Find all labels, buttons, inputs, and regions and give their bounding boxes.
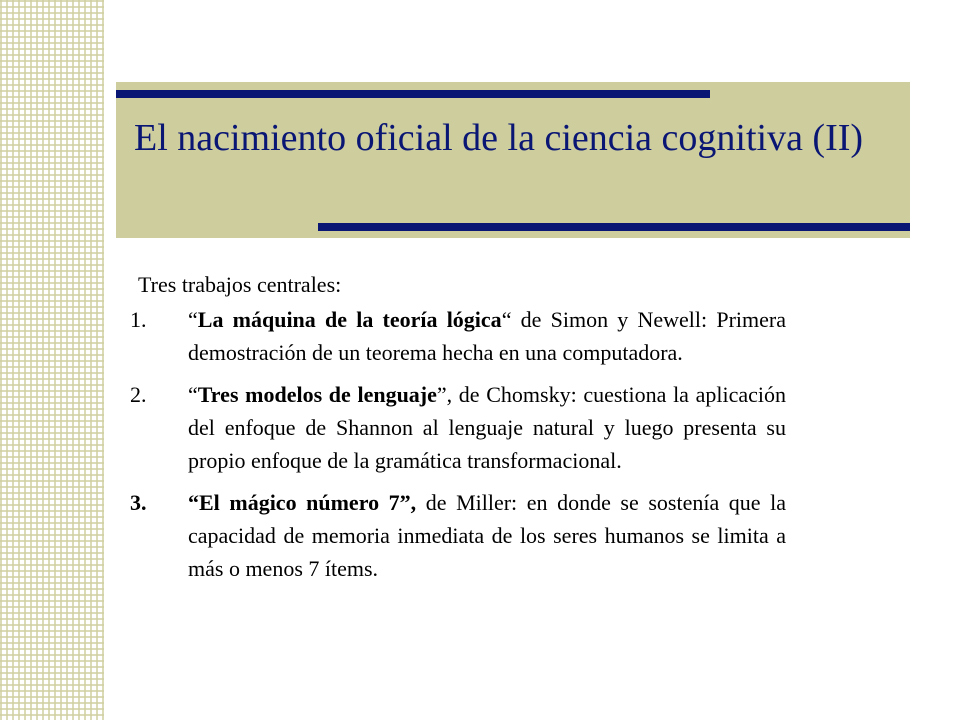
list-item-text bbox=[188, 378, 786, 477]
list-number: 3. bbox=[130, 490, 147, 515]
open-quote: “ bbox=[188, 382, 198, 407]
works-list bbox=[130, 303, 786, 585]
item-description: , de Chomsky: cuestiona la aplicación del enfoque de Shannon al lenguaje natural y luego presenta su propio enfoque de la gramática transformacional. bbox=[188, 382, 786, 473]
list-item bbox=[130, 486, 786, 585]
title-rule-bottom bbox=[318, 223, 910, 231]
intro-text: Tres trabajos centrales: bbox=[138, 272, 342, 297]
work-title: Tres modelos de lenguaje bbox=[197, 382, 437, 407]
title-band bbox=[116, 82, 910, 238]
slide-body bbox=[130, 268, 786, 594]
list-number: 2. bbox=[130, 382, 147, 407]
item-description: de Simon y Newell: Primera demostración de un teorema hecha en una computadora. bbox=[188, 307, 786, 365]
list-number: 1. bbox=[130, 307, 147, 332]
item-description: de Miller: en donde se sostenía que la capacidad de memoria inmediata de los seres humanos se limita a más o menos 7 ítems. bbox=[188, 490, 786, 581]
side-texture-decoration bbox=[0, 0, 104, 720]
slide-title: El nacimiento oficial de la ciencia cognitiva (II) bbox=[134, 117, 864, 159]
close-quote: “ bbox=[501, 307, 512, 332]
title-rule-top bbox=[116, 90, 710, 98]
work-title: La máquina de la teoría lógica bbox=[197, 307, 502, 332]
list-item-text bbox=[188, 486, 786, 585]
open-quote: “ bbox=[188, 307, 198, 332]
list-item bbox=[130, 303, 786, 369]
work-title: “El mágico número 7”, bbox=[188, 490, 417, 515]
close-quote: ” bbox=[436, 382, 447, 407]
list-item-text bbox=[188, 303, 786, 369]
list-item bbox=[130, 378, 786, 477]
